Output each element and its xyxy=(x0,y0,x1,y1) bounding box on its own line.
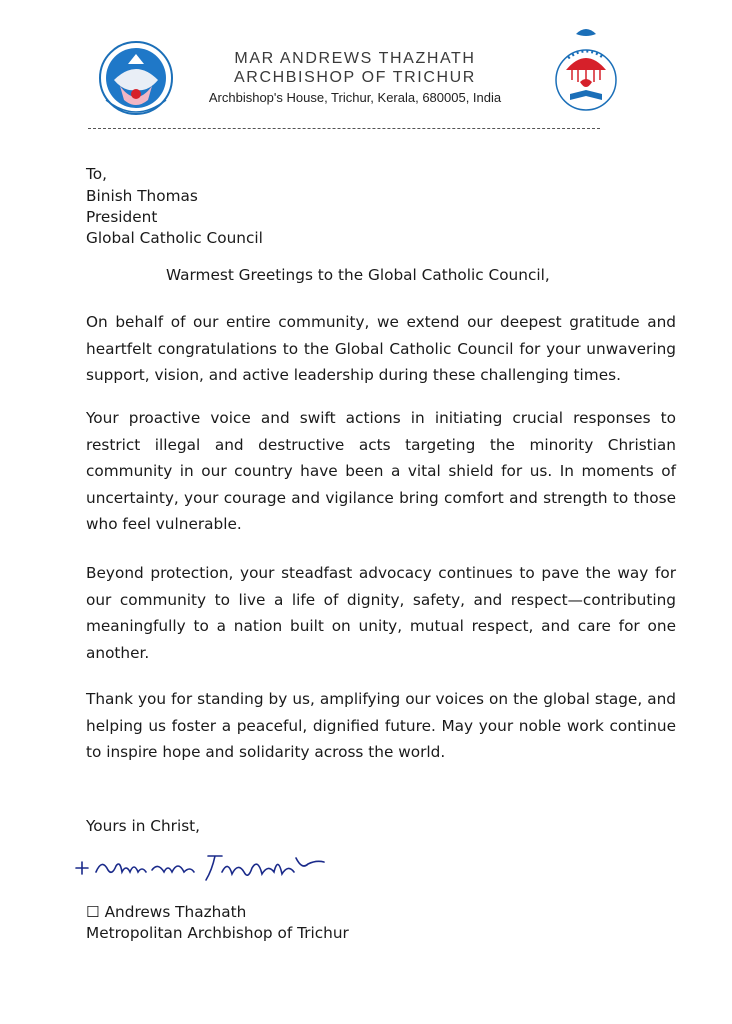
header-title-line2: ARCHBISHOP OF TRICHUR xyxy=(234,69,476,86)
right-seal-logo xyxy=(548,22,624,126)
greeting: Warmest Greetings to the Global Catholic Council, xyxy=(166,266,550,284)
handwritten-signature xyxy=(72,846,332,890)
header-address: Archbishop's House, Trichur, Kerala, 680005, India xyxy=(208,90,502,105)
recipient-role: President xyxy=(86,208,158,226)
right-seal-icon xyxy=(548,22,624,126)
recipient-to: To, xyxy=(86,165,107,183)
header-title-line1: MAR ANDREWS THAZHATH xyxy=(234,50,476,67)
header-divider xyxy=(88,128,600,129)
left-seal-logo xyxy=(84,30,188,126)
signatory-title: Metropolitan Archbishop of Trichur xyxy=(86,924,349,942)
paragraph-1: On behalf of our entire community, we extend our deepest gratitude and heartfelt congratulations to the Global Catholic Council for your unwavering support, vision, and active leadership during these challenging times. xyxy=(86,313,676,384)
paragraph-4: Thank you for standing by us, amplifying our voices on the global stage, and helping us foster a peaceful, dignified future. May your noble work continue to inspire hope and solidarity across the world. xyxy=(86,690,676,761)
closing: Yours in Christ, xyxy=(86,817,201,835)
recipient-org: Global Catholic Council xyxy=(86,229,263,247)
paragraph-3: Beyond protection, your steadfast advocacy continues to pave the way for our community to live a life of dignity, safety, and respect—contributing meaningfully to a nation built on unity, mutual respect, and care for one another. xyxy=(86,564,676,662)
paragraph-2: Your proactive voice and swift actions in initiating crucial responses to restrict illegal and destructive acts targeting the minority Christian community in our country have been a vital shield for us. In moments of uncertainty, your courage and vigilance bring comfort and strength to those who feel vulnerable. xyxy=(86,409,676,533)
signature-scribble-icon xyxy=(72,846,332,890)
signatory-name: ☐ Andrews Thazhath xyxy=(86,903,247,921)
recipient-name: Binish Thomas xyxy=(86,187,198,205)
left-seal-icon xyxy=(84,30,188,126)
